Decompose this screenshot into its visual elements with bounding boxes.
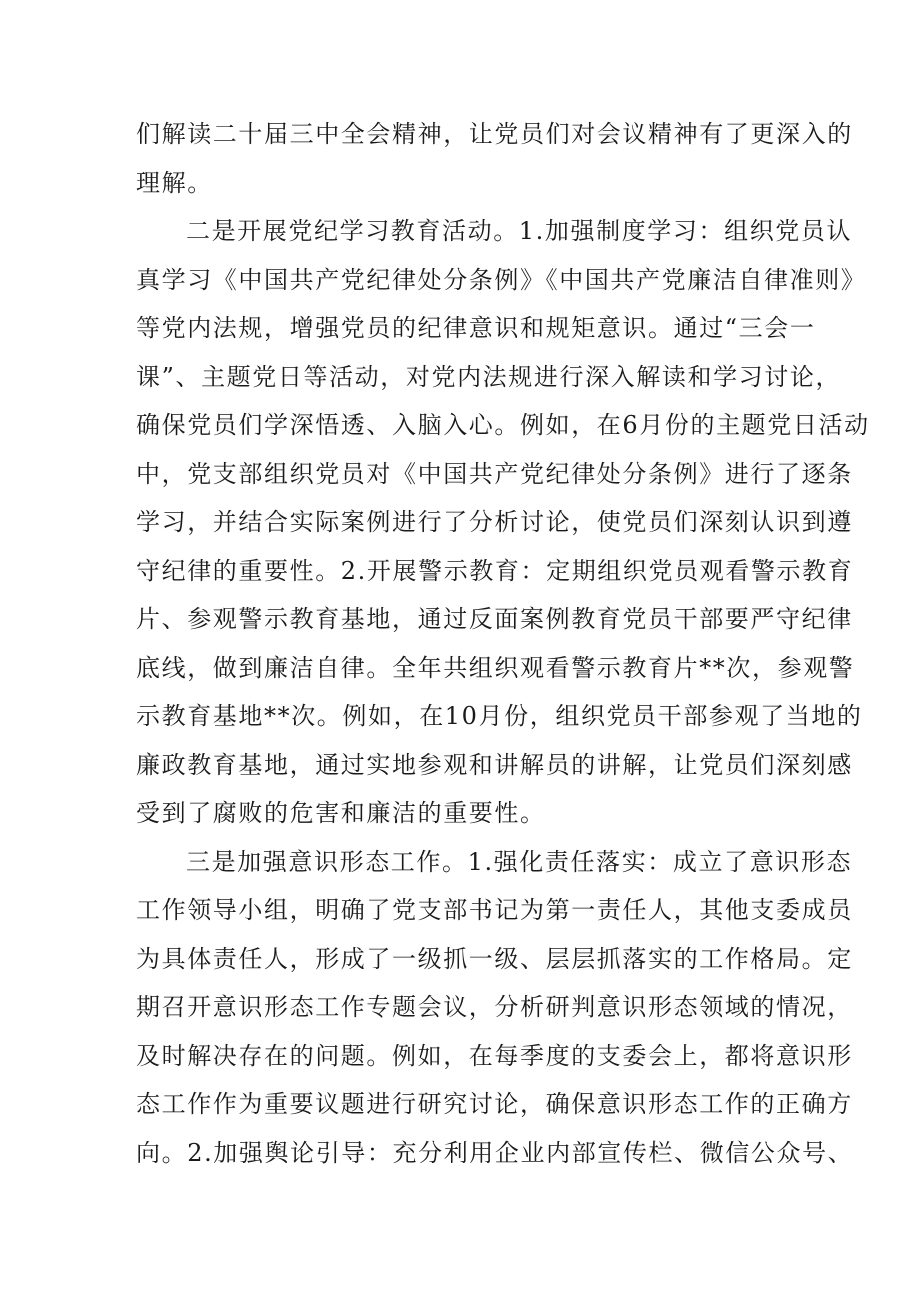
text-line: 们解读二十届三中全会精神，让党员们对会议精神有了更深入的 xyxy=(136,120,853,148)
text-line: 为具体责任人，形成了一级抓一级、层层抓落实的工作格局。定 xyxy=(136,944,853,973)
text-line: 真学习《中国共产党纪律处分条例》《中国共产党廉洁自律准则》 xyxy=(136,265,867,294)
text-line: 确保党员们学深悟透、入脑入心。例如，在6月份的主题党日活动 xyxy=(136,411,870,439)
text-line: 态工作作为重要议题进行研究讨论，确保意识形态工作的正确方 xyxy=(136,1090,853,1118)
text-line: 及时解决存在的问题。例如，在每季度的支委会上，都将意识形 xyxy=(136,1041,853,1070)
text-line: 受到了腐败的危害和廉洁的重要性。 xyxy=(136,799,546,827)
text-line: 廉政教育基地，通过实地参观和讲解员的讲解，让党员们深刻感 xyxy=(136,750,853,779)
text-line: 学习，并结合实际案例进行了分析讨论，使党员们深刻认识到遵 xyxy=(136,508,853,536)
text-line: 理解。 xyxy=(136,168,213,197)
text-line: 工作领导小组，明确了党支部书记为第一责任人，其他支委成员 xyxy=(136,896,853,924)
text-line: 中，党支部组织党员对《中国共产党纪律处分条例》进行了逐条 xyxy=(136,459,853,488)
text-line: 片、参观警示教育基地，通过反面案例教育党员干部要严守纪律 xyxy=(136,605,853,633)
paragraph-start-line: 二是开展党纪学习教育活动。1.加强制度学习：组织党员认 xyxy=(186,217,853,245)
text-line: 向。2.加强舆论引导：充分利用企业内部宣传栏、微信公众号、 xyxy=(136,1138,854,1167)
text-line: 底线，做到廉洁自律。全年共组织观看警示教育片**次，参观警 xyxy=(136,653,855,682)
text-line: 守纪律的重要性。2.开展警示教育：定期组织党员观看警示教育 xyxy=(136,556,854,585)
text-line: 示教育基地**次。例如，在10月份，组织党员干部参观了当地的 xyxy=(136,702,863,730)
paragraph-start-line: 三是加强意识形态工作。1.强化责任落实：成立了意识形态 xyxy=(186,847,853,876)
text-line: 等党内法规，增强党员的纪律意识和规矩意识。通过“三会一 xyxy=(136,314,816,342)
text-line: 课”、主题党日等活动，对党内法规进行深入解读和学习讨论， xyxy=(136,362,842,391)
body-text xyxy=(136,110,870,1177)
text-line: 期召开意识形态工作专题会议，分析研判意识形态领域的情况， xyxy=(136,993,853,1021)
